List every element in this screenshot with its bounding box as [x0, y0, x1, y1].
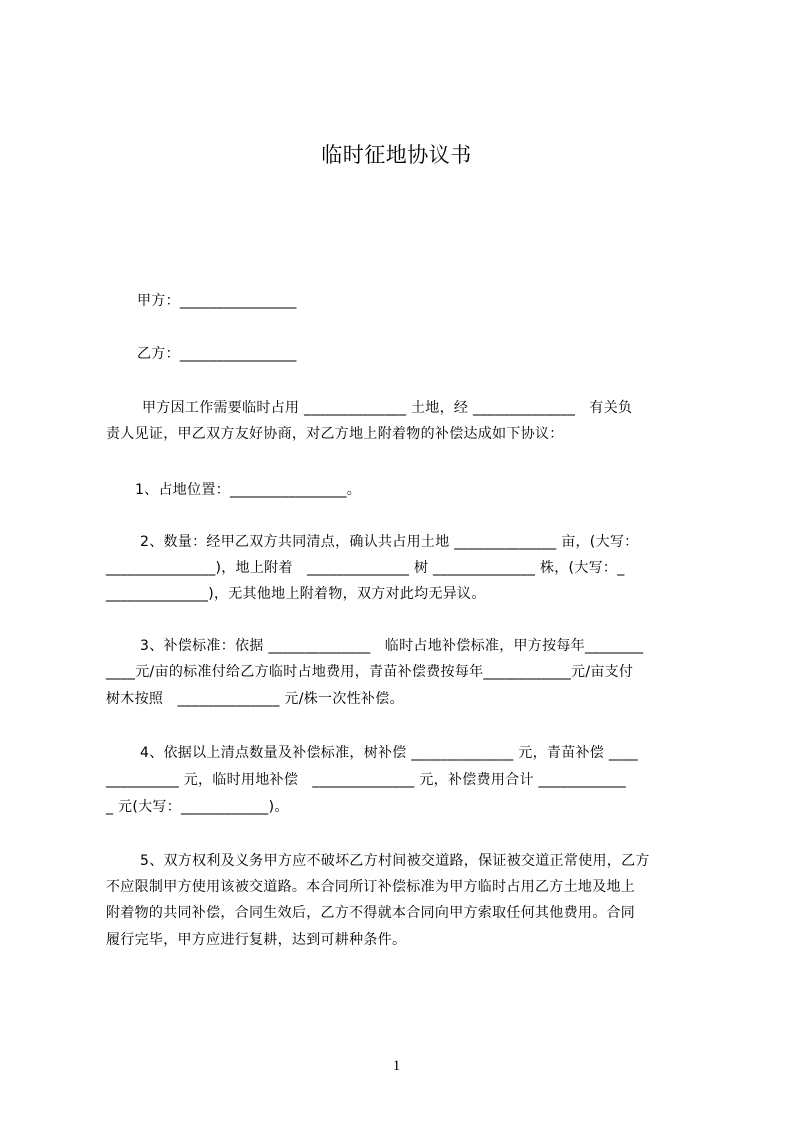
party-b-line: 乙方：________________ — [137, 346, 297, 362]
page-number: 1 — [392, 1058, 401, 1074]
intro-line-2: 责人见证，甲乙双方友好协商，对乙方地上附着物的补偿达成如下协议： — [106, 426, 564, 442]
document-title: 临时征地协议书 — [321, 143, 472, 167]
clause-2-line-3: ______________)，无其他地上附着物，双方对此均无异议。 — [106, 586, 486, 602]
party-a-line: 甲方：________________ — [137, 293, 297, 309]
clause-3-line-3: 树木按照 ______________ 元/株一次性补偿。 — [106, 691, 404, 707]
clause-1-line-1: 1、占地位置：________________。 — [135, 482, 362, 498]
clause-2-line-2: _______________)，地上附着 ______________ 树 ______________ 株，(大写：_ — [106, 560, 625, 576]
clause-3-line-2: ____元/亩的标准付给乙方临时占地费用，青苗补偿费按每年____________元/亩支付 — [106, 664, 634, 680]
intro-line-1: 甲方因工作需要临时占用 ______________ 土地，经 ______________ 有关负 — [142, 400, 633, 416]
clause-5-line-1: 5、双方权利及义务甲方应不破坏乙方村间被交道路，保证被交道正常使用，乙方 — [140, 853, 650, 869]
clause-4-line-3: _ 元(大写：____________)。 — [106, 799, 289, 815]
clause-3-line-1: 3、补偿标准：依据 ______________ 临时占地补偿标准，甲方按每年________ — [140, 638, 644, 654]
clause-2-line-1: 2、数量：经甲乙双方共同清点，确认共占用土地 ______________ 亩，(大写： — [140, 534, 639, 550]
clause-5-line-3: 附着物的共同补偿，合同生效后，乙方不得就本合同向甲方索取任何其他费用。合同 — [106, 905, 636, 921]
clause-4-line-2: __________ 元，临时用地补偿 ______________ 元，补偿费用合计 ____________ — [106, 772, 627, 788]
clause-4-line-1: 4、依据以上清点数量及补偿标准，树补偿 ______________ 元，青苗补偿 ____ — [140, 745, 639, 761]
clause-5-line-2: 不应限制甲方使用该被交道路。本合同所订补偿标准为甲方临时占用乙方土地及地上 — [106, 879, 636, 895]
clause-5-line-4: 履行完毕，甲方应进行复耕，达到可耕种条件。 — [106, 932, 407, 948]
